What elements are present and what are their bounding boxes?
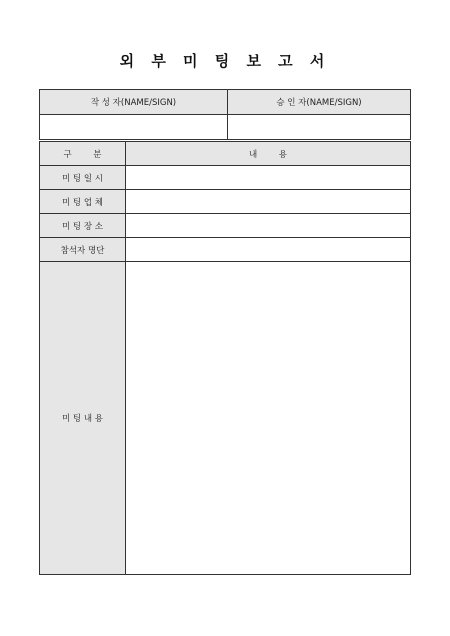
- table-row: [40, 190, 411, 214]
- meeting-company-field[interactable]: [126, 190, 411, 214]
- writer-signature-field[interactable]: [40, 115, 228, 140]
- category-header: 구 분: [40, 142, 126, 166]
- content-header: 내 용: [126, 142, 411, 166]
- writer-label: 작 성 자(NAME/SIGN): [40, 90, 228, 115]
- meeting-place-label: 미 팅 장 소: [40, 214, 126, 238]
- meeting-details-field[interactable]: [126, 262, 411, 575]
- table-row: [40, 214, 411, 238]
- attendees-field[interactable]: [126, 238, 411, 262]
- approver-signature-field[interactable]: [228, 115, 411, 140]
- meeting-datetime-label: 미 팅 일 시: [40, 166, 126, 190]
- approver-label: 승 인 자(NAME/SIGN): [228, 90, 411, 115]
- report-title: 외 부 미 팅 보 고 서: [119, 52, 331, 70]
- table-row: [40, 262, 411, 575]
- table-row: [40, 166, 411, 190]
- meeting-details-label: 미 팅 내 용: [40, 262, 126, 575]
- table-row: [40, 238, 411, 262]
- signature-table: [39, 89, 411, 140]
- attendees-label: 참석자 명단: [40, 238, 126, 262]
- meeting-place-field[interactable]: [126, 214, 411, 238]
- meeting-datetime-field[interactable]: [126, 166, 411, 190]
- meeting-company-label: 미 팅 업 체: [40, 190, 126, 214]
- meeting-detail-table: [39, 141, 411, 575]
